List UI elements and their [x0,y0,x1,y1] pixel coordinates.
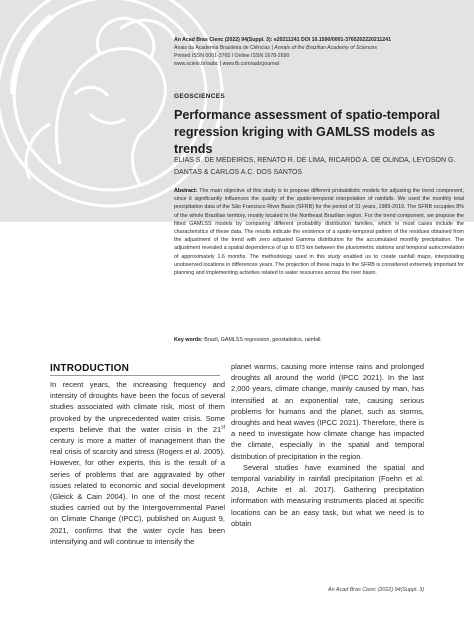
keywords-text: Brazil, GAMLSS regression, geostatistics, rainfall. [202,337,322,343]
introduction-rule [50,375,220,376]
intro-paragraph-1-part-a: In recent years, the increasing frequency and intensity of droughts have been the focus of several studies associated with climate risk, most of them provoked by the unprecedented water crisis. Some experts believe that the water crisis in the 21 [50,380,225,434]
journal-series-en: Annals of the Brazilian Academy of Sciences [274,45,378,51]
intro-paragraph-1-superscript: st [221,424,225,431]
journal-series-line [174,44,466,52]
journal-series-separator: | [270,45,275,51]
journal-web-line: www.scielo.br/aabc | www.fb.com/aabcjournal [174,61,279,67]
abstract [174,187,464,277]
journal-metadata [174,36,466,68]
body-column-left [50,379,225,547]
intro-paragraph-2: planet warms, causing more intense rains and prolonged droughts all around the world (IPCC 2021). In the last 2,000 years, climate change, mainly caused by man, has intensified at an exponential rate, causing serious problems for humans and the planet, such as storms, droughts and heat waves (IPCC 2021). Therefore, there is a need to investigate how climate change has impacted the climate, especially in the spatial and temporal distribution of precipitation in the region. [231,362,424,461]
journal-citation-line: An Acad Bras Cienc (2022) 94(Suppl. 3): e20211241 DOI 10.1590/0001-3765202220211241 [174,37,391,43]
abstract-text: The main objective of this study is to propose different probabilistic models for adjusting the trend component, since it significantly influences the quality of the spatio-temporal interpolation of rainfalls. We used the monthly total precipitation data of the São Francisco River Basin (SFRB) for the period of 31 years, 1989-2019. The SFRB occupies 8% of the whole Brazilian territory, mostly located in the Northeast Brazilian region. For the trend component, we propose the fitted GAMLSS models by comparing different probability distribution families, which in most cases include the characteristics of these data. The results indicate the existence of a spatio-temporal pattern of the residues obtained from the adjustment of the trend with zero adjusted Gamma distribution for the accumulated monthly precipitation. The adjustment revealed a spatial dependence of up to 873 km between the pluviometric stations and temporal autocorrelation of approximately 1.6 months. The methodology used in this study enabled us to create rainfall maps, interpolating unobserved locations in differences years. The projection of these maps to the SFRB is considered extremely important for planning and implementing activities related to water resources across the river basin. [174,188,464,276]
body-column-right [231,361,424,529]
journal-series-pt: Anais da Academia Brasileira de Ciências [174,45,271,51]
keywords [174,336,464,344]
abstract-label: Abstract: [174,188,198,194]
keywords-label: Key words: [174,337,203,343]
journal-issn-line: Printed ISSN 0001-3765 I Online ISSN 1678-2690 [174,53,290,59]
author-list: ELIAS S. DE MEDEIROS, RENATO R. DE LIMA, RICARDO A. DE OLINDA, LEYDSON G. DANTAS & CARLOS A.C. DOS SANTOS [174,157,456,176]
introduction-heading: INTRODUCTION [50,363,130,374]
intro-paragraph-3: Several studies have examined the spatial and temporal variability in rainfall precipitation (Foehn et al. 2018, Achite et al. 2017). Gathering precipitation information with measuring instruments placed at specific locations can be an easy task, but what we need is to obtain [231,462,424,528]
page-footer-citation: An Acad Bras Cienc (2022) 94(Suppl. 3) [328,587,424,593]
paper-title: Performance assessment of spatio-temporal regression kriging with GAMLSS models as trends [174,108,440,156]
section-label: GEOSCIENCES [174,93,225,100]
intro-paragraph-1-part-b: century is more a matter of management than the real crisis of scarcity and stress (Rogers et al. 2005). However, for other experts, this is the result of a series of problems that are aggravated by other issues related to economic and social development (Gleick & Cain 2004). In one of the most recent studies carried out by the Intergovernmental Panel on Climate Change (IPCC), published on August 9, 2021, confirms that the water cycle has been intensifying and will continue to intensify the [50,436,225,546]
intro-paragraph-1 [50,379,225,547]
